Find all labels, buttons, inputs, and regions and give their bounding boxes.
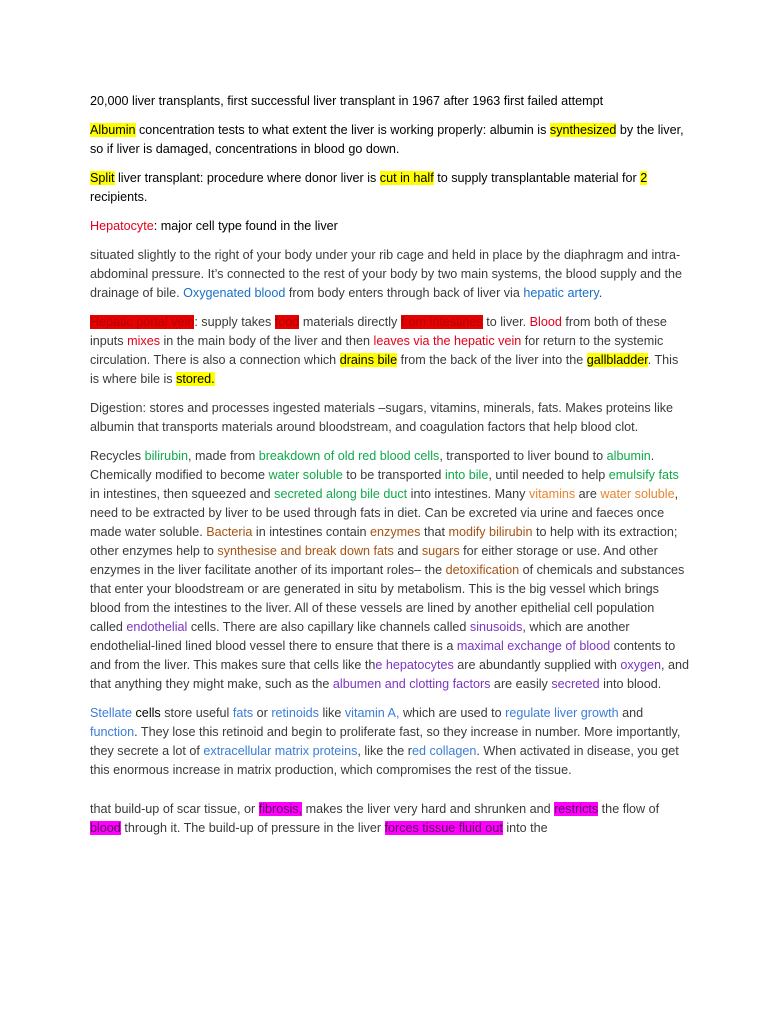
text-run: . (598, 286, 603, 300)
highlighted-text: cut in half (379, 171, 434, 185)
text-run: , like the r (357, 744, 412, 758)
text-run: . Chemically modified to become (90, 449, 655, 482)
text-run: and (393, 544, 422, 558)
highlighted-text: 2 (640, 171, 648, 185)
text-run: mixes (127, 334, 160, 348)
text-run: retinoids (271, 706, 319, 720)
highlighted-text: blood (90, 821, 121, 835)
text-run: cells. There are also capillary like channels called (187, 620, 470, 634)
text-run: which are used to (399, 706, 506, 720)
text-run: for either storage or use. And other enzymes in the liver facilitate another of its important roles– the (90, 544, 658, 577)
text-run: that build-up of scar tissue, or (90, 802, 259, 816)
text-run: water soluble (600, 487, 675, 501)
text-run: sugars (421, 544, 460, 558)
text-run: for return to the systemic circulation. There is also a connection which (90, 334, 664, 367)
text-run: secreted (551, 677, 600, 691)
text-run: or (253, 706, 272, 720)
paragraph (90, 217, 690, 236)
text-run: fats (232, 706, 254, 720)
document-body (90, 92, 690, 848)
text-run: are (575, 487, 601, 501)
text-run: to supply transplantable material for (433, 171, 641, 185)
highlighted-text: synthesized (549, 123, 617, 137)
highlighted-text: drains bile (339, 353, 398, 367)
text-run: vitamin A, (344, 706, 400, 720)
text-run: contents to and from the liver. This makes sure that cells like th (90, 639, 676, 672)
text-run: situated slightly to the right of your body under your rib cage and held in place by the diaphragm and intra-abdominal pressure. It’s connected to the rest of your body by two main systems, the blood supply and the drainage of bile. (90, 248, 683, 300)
text-run: Stellate (90, 706, 133, 720)
text-run: modify bilirubin (448, 525, 533, 539)
text-run: vitamins (528, 487, 576, 501)
paragraph (90, 704, 690, 780)
highlighted-text: forces tissue fluid out (384, 821, 503, 835)
text-run: , need to be extracted by liver to be used through fats in diet. Can be excreted via urine and faeces once made water soluble. (90, 487, 679, 539)
text-run: water soluble (268, 468, 343, 482)
text-run: maximal exchange of blood (456, 639, 611, 653)
text-run: to liver. (482, 315, 530, 329)
paragraph (90, 169, 690, 207)
text-run: , made from (188, 449, 259, 463)
text-run: makes the liver very hard and shrunken and (302, 802, 555, 816)
text-run: breakdown of old red blood cells (258, 449, 440, 463)
text-run: Hepatocyte (90, 219, 154, 233)
text-run: recipients. (90, 190, 148, 204)
text-run: store useful (160, 706, 233, 720)
text-run: and (618, 706, 644, 720)
text-run: through it. The build-up of pressure in the liver (120, 821, 385, 835)
text-run: to be transported (342, 468, 445, 482)
text-run: are easily (490, 677, 552, 691)
text-run: from body enters through back of liver via (285, 286, 524, 300)
text-run: Digestion: stores and processes ingested materials –sugars, vitamins, minerals, fats. Makes proteins like albumin that transports materials around bloodstream, and coagulation factors that help blood clot. (90, 401, 674, 434)
text-run: emulsify fats (608, 468, 679, 482)
text-run: leaves via the hepatic vein (373, 334, 522, 348)
text-run: materials directly (299, 315, 401, 329)
text-run: of chemicals and substances that enter your bloodstream or are generated in situ by metabolism. This is the big vessel which brings blood from the intestines to the liver. All of these vessels are lined by another epithelial cell population called (90, 563, 685, 634)
text-run: ed collagen (411, 744, 477, 758)
highlighted-text: Split (90, 171, 115, 185)
paragraph (90, 121, 690, 159)
text-run: Recycles (90, 449, 145, 463)
text-run: concentration tests to what extent the liver is working properly: albumin is (135, 123, 550, 137)
text-run: , which are another endothelial-lined lined blood vessel there to ensure that there is a (90, 620, 630, 653)
text-run: by the liver, so if liver is damaged, concentrations in blood go down. (90, 123, 684, 156)
paragraph (90, 447, 690, 694)
text-run: albumen and clotting factors (332, 677, 491, 691)
text-run: enzymes (370, 525, 421, 539)
text-run: function (90, 725, 135, 739)
highlighted-text: Hepatic portal vein (90, 315, 195, 329)
paragraph (90, 92, 690, 111)
text-run: in intestines contain (252, 525, 371, 539)
text-run: hepatic artery (523, 286, 599, 300)
text-run: into the (502, 821, 548, 835)
text-run: Blood (529, 315, 562, 329)
highlighted-text: restricts (554, 802, 599, 816)
text-run: endothelial (126, 620, 188, 634)
text-run: Oxygenated blood (183, 286, 286, 300)
text-run: extracellular matrix proteins (203, 744, 358, 758)
text-run: sinusoids (469, 620, 523, 634)
text-run: synthesise and break down fats (217, 544, 394, 558)
text-run: are abundantly supplied with (453, 658, 621, 672)
highlighted-text: gallbladder (586, 353, 648, 367)
text-run: in the main body of the liver and then (160, 334, 374, 348)
text-run: detoxification (445, 563, 520, 577)
text-run: , until needed to help (488, 468, 609, 482)
text-run: liver transplant: procedure where donor liver is (114, 171, 380, 185)
paragraph (90, 399, 690, 437)
text-run: , transported to liver bound to (439, 449, 607, 463)
text-run: to help with its extraction; other enzymes help to (90, 525, 678, 558)
text-run: oxygen (620, 658, 662, 672)
text-run: bilirubin (144, 449, 188, 463)
text-run: the flow of (598, 802, 660, 816)
text-run: albumin (606, 449, 651, 463)
text-run: , and that anything they might make, such as the (90, 658, 690, 691)
text-run: into intestines. Many (407, 487, 529, 501)
text-run: that (420, 525, 449, 539)
text-run: into bile (444, 468, 489, 482)
highlighted-text: fibrosis, (258, 802, 303, 816)
text-run: 20,000 liver transplants, first successful liver transplant in 1967 after 1963 first failed attempt (90, 94, 604, 108)
text-run: : major cell type found in the liver (153, 219, 338, 233)
text-run: . This is where bile is (90, 353, 679, 386)
paragraph (90, 246, 690, 303)
paragraph (90, 313, 690, 389)
text-run: : supply takes (194, 315, 275, 329)
text-run: secreted along bile duct (274, 487, 408, 501)
text-run: regulate liver growth (505, 706, 619, 720)
text-run: cells (132, 706, 161, 720)
highlighted-text: from intestines (400, 315, 483, 329)
text-run: into blood. (599, 677, 662, 691)
text-run: in intestines, then squeezed and (90, 487, 275, 501)
highlighted-text: food (274, 315, 300, 329)
paragraph (90, 800, 690, 838)
text-run: Bacteria (206, 525, 253, 539)
text-run: from the back of the liver into the (397, 353, 587, 367)
text-run: from both of these inputs (90, 315, 667, 348)
text-run: . When activated in disease, you get this enormous increase in matrix production, which compromises the rest of the tissue. (90, 744, 679, 777)
text-run: e hepatocytes (375, 658, 454, 672)
highlighted-text: stored. (176, 372, 215, 386)
text-run: like (318, 706, 345, 720)
text-run: . They lose this retinoid and begin to proliferate fast, so they increase in number. More importantly, they secrete a lot of (90, 725, 681, 758)
highlighted-text: Albumin (90, 123, 136, 137)
